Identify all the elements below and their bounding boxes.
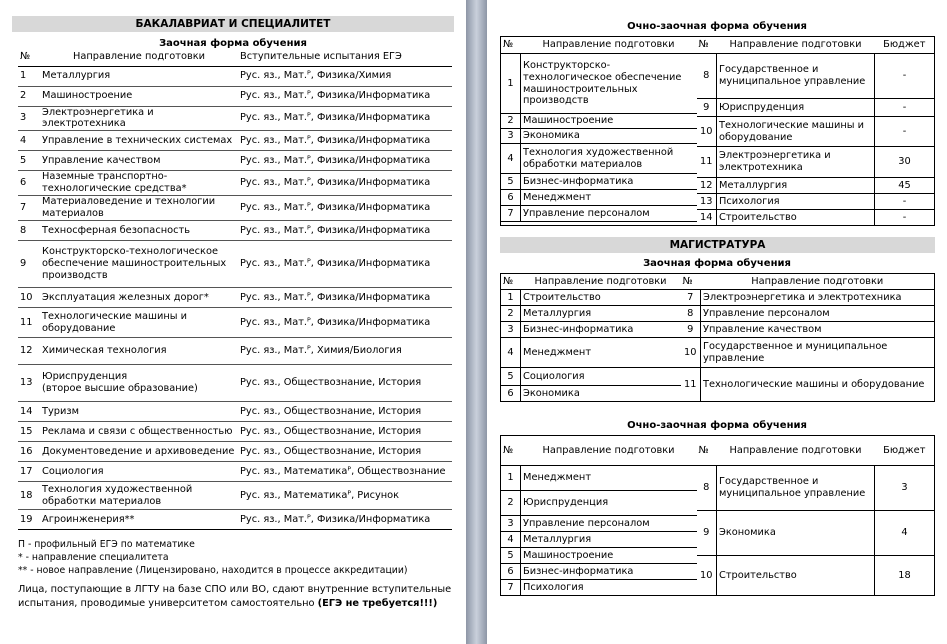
table-row [18,442,452,462]
row-direction: Управление качеством [40,151,238,171]
row-number: 5 [18,151,40,171]
left-row-number: 1 [501,54,521,114]
row-exams: Рус. яз., Мат.ᴾ, Физика/Информатика [238,308,452,338]
table-row [501,466,935,491]
table-row [18,151,452,171]
footer-note [18,583,460,611]
row-direction: Юриспруденция (второе высшие образование) [40,365,238,402]
table-row [18,422,452,442]
table-row [18,402,452,422]
left-row-number: 3 [501,322,521,338]
col-header-direction: Направление подготовки [521,274,681,290]
right-row-number: 9 [697,99,717,117]
row-number: 17 [18,462,40,482]
row-budget: - [875,194,935,210]
left-row-direction: Менеджмент [521,190,697,206]
right-row-number: 10 [681,338,701,368]
row-number: 3 [18,106,40,131]
table-row [18,106,452,131]
table-row [18,86,452,106]
right-row-direction: Электроэнергетика и электротехника [717,147,875,178]
col-header-direction: Направление подготовки [717,436,875,466]
row-exams: Рус. яз., Обществознание, История [238,442,452,462]
col-header-num: № [501,37,521,54]
table-row [501,322,935,338]
left-row-direction: Управление персоналом [521,206,697,222]
left-row-direction: Металлургия [521,306,681,322]
col-header-direction: Направление подготовки [717,37,875,54]
table-row [18,171,452,196]
row-number: 16 [18,442,40,462]
row-direction: Социология [40,462,238,482]
col-header-budget: Бюджет [875,37,935,54]
notes-block [18,538,466,577]
right-row-direction: Государственное и муниципальное управление [717,54,875,99]
row-exams: Рус. яз., Мат.ᴾ, Физика/Информатика [238,86,452,106]
table-row [501,290,935,306]
left-row-number: 4 [501,532,521,548]
left-row-direction: Менеджмент [521,466,697,491]
row-number: 14 [18,402,40,422]
row-budget: - [875,210,935,226]
table-row [18,221,452,241]
right-page [487,0,947,644]
table-row [18,241,452,288]
left-row-number: 3 [501,516,521,532]
table-row [18,365,452,402]
note-line: П - профильный ЕГЭ по математике [18,539,195,551]
right-row-direction: Строительство [717,556,875,596]
table-row [18,338,452,365]
right-row-direction: Юриспруденция [717,99,875,117]
mag-ochzaoch-table [500,435,935,596]
left-row-number: 1 [501,290,521,306]
right-row-direction: Электроэнергетика и электротехника [701,290,935,306]
left-row-direction: Бизнес-информатика [521,564,697,580]
right-row-direction: Технологические машины и оборудование [701,368,935,402]
left-row-number: 5 [501,548,521,564]
right-row-direction: Государственное и муниципальное управление [717,466,875,511]
mag-ochzaoch-caption: Очно-заочная форма обучения [627,420,807,431]
row-exams: Рус. яз., Мат.ᴾ, Физика/Информатика [238,171,452,196]
col-header-num: № [697,37,717,54]
page-divider [466,0,487,644]
row-number: 9 [18,241,40,288]
row-direction: Химическая технология [40,338,238,365]
bachelor-banner: БАКАЛАВРИАТ И СПЕЦИАЛИТЕТ [12,16,454,32]
footer-text: Лица, поступающие в ЛГТУ на базе СПО или ВО, сдают внутренние вступительные испытания, проводимые университетом самостоятельно [18,584,452,610]
row-direction: Техносферная безопасность [40,221,238,241]
row-exams: Рус. яз., Мат.ᴾ, Физика/Информатика [238,106,452,131]
table-row [18,196,452,221]
row-direction: Управление в технических системах [40,131,238,151]
row-direction: Металлургия [40,66,238,86]
right-row-number: 9 [697,511,717,556]
left-row-number: 6 [501,564,521,580]
left-row-direction: Менеджмент [521,338,681,368]
left-row-direction: Бизнес-информатика [521,174,697,190]
left-row-direction: Бизнес-информатика [521,322,681,338]
table-row [501,54,935,99]
row-direction: Документоведение и архивоведение [40,442,238,462]
col-header-num: № [18,49,40,66]
row-direction: Туризм [40,402,238,422]
left-row-number: 4 [501,338,521,368]
row-number: 12 [18,338,40,365]
right-row-direction: Металлургия [717,178,875,194]
left-row-direction: Машиностроение [521,114,697,129]
right-row-number: 7 [681,290,701,306]
left-row-number: 1 [501,466,521,491]
bak-ochzaoch-caption: Очно-заочная форма обучения [627,21,807,32]
note-line: * - направление специалитета [18,552,169,564]
row-budget: 30 [875,147,935,178]
row-number: 11 [18,308,40,338]
col-header-budget: Бюджет [875,436,935,466]
left-row-number: 2 [501,114,521,129]
left-row-number: 4 [501,144,521,174]
row-direction: Эксплуатация железных дорог* [40,288,238,308]
left-row-direction: Экономика [521,129,697,144]
mag-zaoch-caption: Заочная форма обучения [643,258,791,269]
row-exams: Рус. яз., Мат.ᴾ, Физика/Информатика [238,196,452,221]
col-header-num: № [697,436,717,466]
row-exams: Рус. яз., Обществознание, История [238,402,452,422]
right-row-direction: Управление персоналом [701,306,935,322]
row-direction: Материаловедение и технологии материалов [40,196,238,221]
left-row-direction: Юриспруденция [521,491,697,516]
col-header-direction: Направление подготовки [701,274,935,290]
row-number: 6 [18,171,40,196]
left-row-number: 5 [501,368,521,386]
mag-zaoch-table [500,273,935,402]
col-header-direction: Направление подготовки [40,49,238,66]
row-direction: Машиностроение [40,86,238,106]
table-row [18,462,452,482]
left-row-number: 3 [501,129,521,144]
left-row-number: 6 [501,386,521,402]
right-row-direction: Экономика [717,511,875,556]
col-header-num: № [681,274,701,290]
row-budget: 4 [875,511,935,556]
row-number: 15 [18,422,40,442]
row-exams: Рус. яз., Математикаᴾ, Обществознание [238,462,452,482]
magistracy-banner: МАГИСТРАТУРА [500,237,935,253]
row-budget: - [875,54,935,99]
right-row-number: 10 [697,117,717,147]
table-row [501,306,935,322]
col-header-direction: Направление подготовки [521,37,697,54]
left-page [0,0,466,644]
left-row-direction: Строительство [521,290,681,306]
row-exams: Рус. яз., Мат.ᴾ, Химия/Биология [238,338,452,365]
bachelor-zaoch-table [18,49,452,530]
table-row [18,482,452,510]
col-header-exams: Вступительные испытания ЕГЭ [238,49,452,66]
right-row-direction: Управление качеством [701,322,935,338]
left-row-number: 2 [501,491,521,516]
table-row [18,308,452,338]
row-number: 7 [18,196,40,221]
row-number: 8 [18,221,40,241]
right-row-number: 13 [697,194,717,210]
left-row-number: 5 [501,174,521,190]
left-row-direction: Конструкторско-технологическое обеспечение машиностроительных производств [521,54,697,114]
right-row-direction: Технологические машины и оборудование [717,117,875,147]
row-exams: Рус. яз., Мат.ᴾ, Физика/Информатика [238,131,452,151]
right-row-number: 14 [697,210,717,226]
right-row-number: 10 [697,556,717,596]
left-row-direction: Металлургия [521,532,697,548]
col-header-num: № [501,274,521,290]
row-number: 18 [18,482,40,510]
row-exams: Рус. яз., Мат.ᴾ, Физика/Информатика [238,510,452,530]
right-row-direction: Психология [717,194,875,210]
left-row-direction: Социология [521,368,681,386]
zaoch-caption: Заочная форма обучения [159,38,307,49]
col-header-num: № [501,436,521,466]
right-row-number: 8 [697,54,717,99]
row-direction: Реклама и связи с общественностью [40,422,238,442]
row-exams: Рус. яз., Мат.ᴾ, Физика/Информатика [238,151,452,171]
col-header-direction: Направление подготовки [521,436,697,466]
row-exams: Рус. яз., Мат.ᴾ, Физика/Химия [238,66,452,86]
row-budget: 3 [875,466,935,511]
right-row-direction: Государственное и муниципальное управление [701,338,935,368]
left-row-direction: Психология [521,580,697,596]
left-row-number: 6 [501,190,521,206]
row-exams: Рус. яз., Обществознание, История [238,422,452,442]
row-budget: 18 [875,556,935,596]
left-row-direction: Машиностроение [521,548,697,564]
row-number: 1 [18,66,40,86]
table-row [501,338,935,368]
row-exams: Рус. яз., Мат.ᴾ, Физика/Информатика [238,241,452,288]
row-budget: - [875,99,935,117]
left-row-number: 7 [501,206,521,222]
right-row-number: 12 [697,178,717,194]
table-row [18,66,452,86]
row-number: 4 [18,131,40,151]
row-direction: Технология художественной обработки материалов [40,482,238,510]
row-direction: Электроэнергетика и электротехника [40,106,238,131]
row-exams: Рус. яз., Математикаᴾ, Рисунок [238,482,452,510]
row-budget: - [875,117,935,147]
row-budget: 45 [875,178,935,194]
left-row-direction: Технология художественной обработки материалов [521,144,697,174]
left-row-number: 7 [501,580,521,596]
row-exams: Рус. яз., Мат.ᴾ, Физика/Информатика [238,221,452,241]
right-row-direction: Строительство [717,210,875,226]
right-row-number: 8 [681,306,701,322]
row-number: 13 [18,365,40,402]
right-row-number: 11 [697,147,717,178]
row-direction: Наземные транспортно-технологические средства* [40,171,238,196]
left-row-number: 2 [501,306,521,322]
right-row-number: 11 [681,368,701,402]
left-row-direction: Управление персоналом [521,516,697,532]
row-number: 19 [18,510,40,530]
footer-bold: (ЕГЭ не требуется!!!) [317,598,438,610]
row-direction: Конструкторско-технологическое обеспечение машиностроительных производств [40,241,238,288]
table-row [501,368,935,386]
row-exams: Рус. яз., Мат.ᴾ, Физика/Информатика [238,288,452,308]
row-direction: Технологические машины и оборудование [40,308,238,338]
table-row [18,131,452,151]
table-row [18,510,452,530]
row-number: 10 [18,288,40,308]
bak-ochzaoch-table [500,36,935,226]
row-direction: Агроинженерия** [40,510,238,530]
left-row-direction: Экономика [521,386,681,402]
row-number: 2 [18,86,40,106]
row-exams: Рус. яз., Обществознание, История [238,365,452,402]
right-row-number: 9 [681,322,701,338]
table-row [18,288,452,308]
right-row-number: 8 [697,466,717,511]
note-line: ** - новое направление (Лицензировано, находится в процессе аккредитации) [18,565,408,577]
